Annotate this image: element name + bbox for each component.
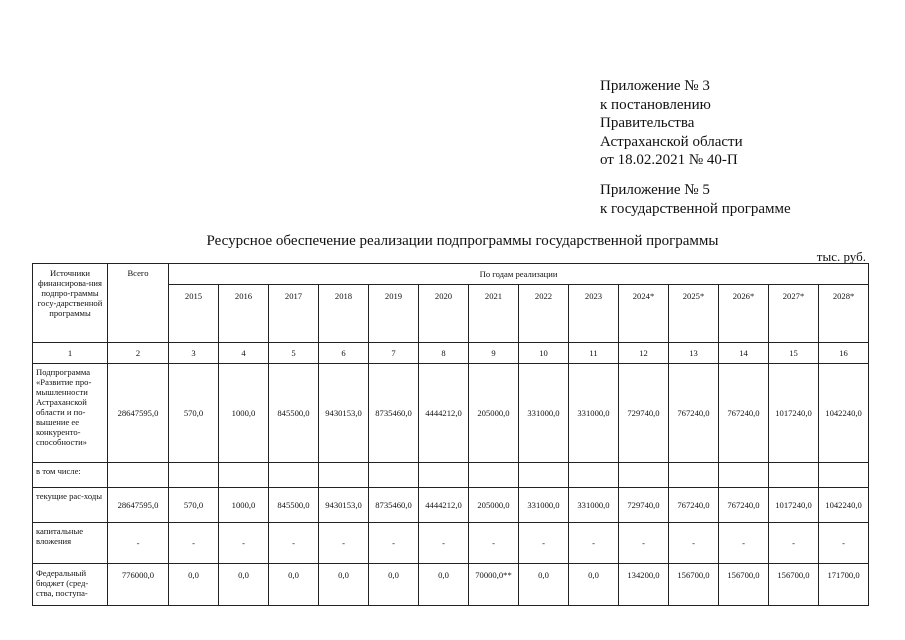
column-number: 5 xyxy=(269,343,319,364)
row-value: 1000,0 xyxy=(219,488,269,523)
header-year: 2020 xyxy=(419,285,469,343)
row-value xyxy=(619,463,669,488)
column-number: 16 xyxy=(819,343,869,364)
row-value: - xyxy=(169,523,219,564)
row-value: 0,0 xyxy=(419,564,469,606)
appendix-main-block xyxy=(600,77,743,170)
header-year: 2022 xyxy=(519,285,569,343)
document-title: Ресурсное обеспечение реализации подпрограммы государственной программы xyxy=(206,233,719,249)
header-year: 2021 xyxy=(469,285,519,343)
row-value: 70000,0** xyxy=(469,564,519,606)
appendix-government: Правительства xyxy=(600,115,695,131)
row-value: 156700,0 xyxy=(669,564,719,606)
resource-table xyxy=(32,263,869,606)
row-value xyxy=(169,463,219,488)
column-number: 3 xyxy=(169,343,219,364)
appendix-region: Астраханской области xyxy=(600,133,743,150)
row-value: 845500,0 xyxy=(269,488,319,523)
row-value xyxy=(219,463,269,488)
row-label: текущие рас-ходы xyxy=(33,488,108,523)
appendix-decree-date: от 18.02.2021 № 40-П xyxy=(600,152,738,168)
row-value: 8735460,0 xyxy=(369,488,419,523)
column-number: 10 xyxy=(519,343,569,364)
table-row xyxy=(33,523,869,564)
row-value: 0,0 xyxy=(569,564,619,606)
header-year: 2025* xyxy=(669,285,719,343)
row-value: 134200,0 xyxy=(619,564,669,606)
row-value: 331000,0 xyxy=(569,488,619,523)
row-value: 156700,0 xyxy=(769,564,819,606)
header-year: 2017 xyxy=(269,285,319,343)
row-value: 767240,0 xyxy=(669,488,719,523)
appendix-program-number: Приложение № 5 xyxy=(600,182,710,198)
row-value: 1000,0 xyxy=(219,364,269,463)
row-total: 28647595,0 xyxy=(108,488,169,523)
header-by-years: По годам реализации xyxy=(169,264,869,285)
appendix-program-block xyxy=(600,181,791,218)
row-value: 331000,0 xyxy=(569,364,619,463)
row-value: - xyxy=(769,523,819,564)
row-value xyxy=(569,463,619,488)
row-value: 9430153,0 xyxy=(319,364,369,463)
row-value xyxy=(419,463,469,488)
column-number: 6 xyxy=(319,343,369,364)
column-number: 14 xyxy=(719,343,769,364)
header-year: 2023 xyxy=(569,285,619,343)
appendix-number: Приложение № 3 xyxy=(600,78,710,94)
column-number: 4 xyxy=(219,343,269,364)
row-value: 0,0 xyxy=(219,564,269,606)
row-value: - xyxy=(469,523,519,564)
header-year: 2016 xyxy=(219,285,269,343)
table-row xyxy=(33,364,869,463)
row-value xyxy=(769,463,819,488)
row-value: 1042240,0 xyxy=(819,488,869,523)
header-year: 2028* xyxy=(819,285,869,343)
row-value: 0,0 xyxy=(169,564,219,606)
header-year: 2015 xyxy=(169,285,219,343)
row-value: 845500,0 xyxy=(269,364,319,463)
column-number: 13 xyxy=(669,343,719,364)
row-total: 28647595,0 xyxy=(108,364,169,463)
header-year: 2018 xyxy=(319,285,369,343)
header-year: 2026* xyxy=(719,285,769,343)
row-total xyxy=(108,463,169,488)
row-value xyxy=(819,463,869,488)
row-value: 0,0 xyxy=(369,564,419,606)
row-value: 1017240,0 xyxy=(769,364,819,463)
row-value: 1042240,0 xyxy=(819,364,869,463)
column-number: 1 xyxy=(33,343,108,364)
column-number: 15 xyxy=(769,343,819,364)
row-value xyxy=(669,463,719,488)
column-number: 12 xyxy=(619,343,669,364)
row-value: 4444212,0 xyxy=(419,488,469,523)
row-value: - xyxy=(619,523,669,564)
row-value: 729740,0 xyxy=(619,364,669,463)
row-value: - xyxy=(369,523,419,564)
table-row xyxy=(33,463,869,488)
row-value: 156700,0 xyxy=(719,564,769,606)
row-value: 767240,0 xyxy=(669,364,719,463)
row-total: - xyxy=(108,523,169,564)
row-value: 767240,0 xyxy=(719,488,769,523)
row-value xyxy=(269,463,319,488)
header-year: 2027* xyxy=(769,285,819,343)
column-number: 9 xyxy=(469,343,519,364)
row-value xyxy=(369,463,419,488)
row-value: - xyxy=(669,523,719,564)
row-value: 0,0 xyxy=(269,564,319,606)
row-label: капитальные вложения xyxy=(33,523,108,564)
appendix-program-ref: к государственной программе xyxy=(600,200,791,217)
row-value: 1017240,0 xyxy=(769,488,819,523)
column-number: 8 xyxy=(419,343,469,364)
row-value xyxy=(719,463,769,488)
row-value: - xyxy=(519,523,569,564)
row-value: 205000,0 xyxy=(469,364,519,463)
appendix-to-decree: к постановлению xyxy=(600,96,711,113)
header-total: Всего xyxy=(108,264,169,343)
row-value: 570,0 xyxy=(169,364,219,463)
row-value: - xyxy=(419,523,469,564)
row-value: 9430153,0 xyxy=(319,488,369,523)
row-value: 0,0 xyxy=(519,564,569,606)
row-value: 0,0 xyxy=(319,564,369,606)
table-row xyxy=(33,564,869,606)
row-value: - xyxy=(719,523,769,564)
header-year: 2024* xyxy=(619,285,669,343)
column-number: 11 xyxy=(569,343,619,364)
header-sources: Источники финансирова-ния подпро-граммы госу-дарственной программы xyxy=(33,264,108,343)
units-label: тыс. руб. xyxy=(816,249,866,264)
row-value: 331000,0 xyxy=(519,364,569,463)
row-label: в том числе: xyxy=(33,463,108,488)
header-year: 2019 xyxy=(369,285,419,343)
row-value: 570,0 xyxy=(169,488,219,523)
row-value: 4444212,0 xyxy=(419,364,469,463)
row-value xyxy=(319,463,369,488)
row-value: - xyxy=(219,523,269,564)
row-value: 331000,0 xyxy=(519,488,569,523)
row-value: 8735460,0 xyxy=(369,364,419,463)
row-label: Подпрограмма «Развитие про-мышленности Астраханской области и по-вышение ее конкуренто-способности» xyxy=(33,364,108,463)
row-value: - xyxy=(569,523,619,564)
row-value: 767240,0 xyxy=(719,364,769,463)
row-value xyxy=(519,463,569,488)
row-value: 171700,0 xyxy=(819,564,869,606)
table-row xyxy=(33,488,869,523)
row-value xyxy=(469,463,519,488)
row-total: 776000,0 xyxy=(108,564,169,606)
row-value: 729740,0 xyxy=(619,488,669,523)
column-number: 2 xyxy=(108,343,169,364)
row-value: - xyxy=(819,523,869,564)
row-value: - xyxy=(319,523,369,564)
row-value: - xyxy=(269,523,319,564)
row-value: 205000,0 xyxy=(469,488,519,523)
row-label: Федеральный бюджет (сред-ства, поступа- xyxy=(33,564,108,606)
column-number: 7 xyxy=(369,343,419,364)
